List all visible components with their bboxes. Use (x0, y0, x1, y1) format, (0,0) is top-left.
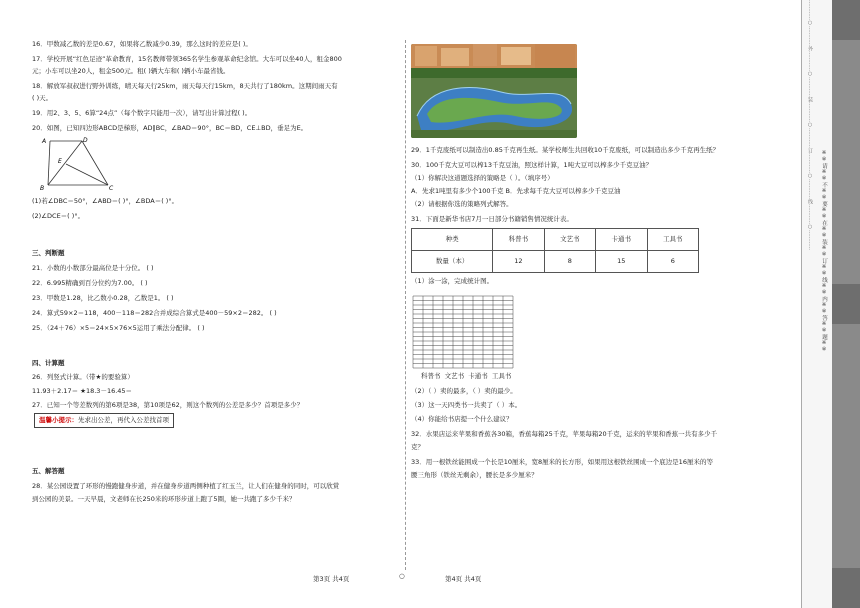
section-5-title: 五、解答题 (32, 467, 65, 475)
question-24: 24．算式59×2＝118，400－118＝282合并成综合算式是400－59×2＝282。 ( ) (32, 309, 277, 317)
grid-label: 文艺书 (444, 372, 465, 380)
question-18-line1: 18．解放军叔叔进行野外训练，晴天每天行25km，雨天每天行15km，8天共行了180km。这期间雨天有 (32, 82, 338, 90)
question-31-part3: （3）这一天四类书一共卖了（ ）本。 (411, 401, 522, 409)
question-28-line1: 28．某公园设置了环形的慢跑健身步道，并在健身步道两侧种植了红玉兰，让人们在健身的同时，可以欣赏 (32, 482, 340, 490)
question-28-line2: 到公园的美景。一天早晨，文老师在长250米的环形步道上跑了5圈，她一共跑了多少千米？ (32, 495, 296, 503)
left-column (32, 40, 404, 504)
table-cell: 12 (493, 251, 544, 273)
question-29: 29．1千克废纸可以制造出0.85千克再生纸。某学校师生共回收10千克废纸，可以制造出多少千克再生纸？ (411, 146, 720, 154)
question-27: 27．已知一个等差数列的第6项是38，第10项是62，则这个数列的公差是多少？首项是多少？ (32, 401, 304, 409)
section-4-title: 四、计算题 (32, 359, 65, 367)
question-30: 30．100千克大豆可以榨13千克豆油，照这样计算，1吨大豆可以榨多少千克豆油？ (411, 161, 653, 169)
table-header-cell: 文艺书 (544, 229, 595, 251)
grid-label: 科普书 (421, 372, 441, 380)
question-30-options: A．先求1吨里有多少个100千克 B．先求每千克大豆可以榨多少千克豆油 (411, 187, 621, 195)
trapezoid-figure (36, 135, 126, 193)
question-25: 25．（24＋76）×5＝24×5×76×5运用了乘法分配律。 ( ) (32, 324, 205, 332)
park-track-photo (411, 44, 577, 138)
question-31-part2: （2）（ ）卖的最多，（ ）卖的最少。 (411, 387, 517, 395)
table-header-cell: 卡通书 (596, 229, 647, 251)
hint-label: 温馨小提示： (39, 416, 78, 424)
question-30-part2: （2）请根据你选的策略列式解答。 (411, 200, 513, 208)
question-26: 26．列竖式计算。（带★的要验算） (32, 373, 134, 381)
question-23: 23．甲数是1.28，比乙数小0.28，乙数是1。 ( ) (32, 294, 174, 302)
question-22: 22．6.995精确到百分位约为7.00。 ( ) (32, 279, 148, 287)
table-header-row (412, 229, 699, 251)
footer-page-left: 第3页 共4页 (313, 575, 350, 583)
label-D: D (83, 137, 88, 144)
column-divider (405, 40, 407, 570)
grid-label: 卡通书 (468, 372, 488, 380)
question-26-calc: 11.93＋2.17＝ ★18.3－16.45＝ (32, 387, 133, 395)
question-30-part1: （1）你解决这道题选择的策略是（ ）。（填序号） (411, 174, 554, 182)
question-16: 16．甲数减乙数的差是0.67，如果将乙数减少0.39，那么这时的差应是( )。 (32, 40, 252, 48)
table-row-label: 数量（本） (412, 251, 493, 273)
question-31-part1: （1）涂一涂，完成统计图。 (411, 277, 494, 285)
question-18-line2: ( )天。 (32, 94, 53, 102)
question-17-line2: 元；小车可以坐20人，租金500元。租( )辆大车和( )辆小车最省钱。 (32, 67, 230, 75)
table-cell: 6 (647, 251, 698, 273)
table-row (412, 251, 699, 273)
question-20-part1: (1)若∠DBC＝50°，∠ABD＝( )°，∠BDA＝( )°。 (32, 197, 179, 205)
binding-block (832, 0, 860, 40)
label-C: C (109, 185, 114, 192)
question-17-line1: 17．学校开展“红色足迹”革命教育，15名教师带领365名学生参观革命纪念馆。大车可以坐40人，租金800 (32, 55, 342, 63)
question-19: 19．用2、3、5、6算“24点”（每个数字只能用一次），请写出计算过程( )。 (32, 109, 252, 117)
label-A: A (42, 138, 47, 145)
question-31: 31．下面是新华书店7月一日部分书籍销售情况统计表。 (411, 215, 573, 223)
table-cell: 8 (544, 251, 595, 273)
table-header-cell: 工具书 (647, 229, 698, 251)
binding-line-text: …………○…………外…………○…………装…………○…………订…………○…………线…………○………… (807, 0, 813, 250)
blank-statistics-grid (411, 290, 591, 390)
question-31-part4: （4）你能给书店提一个什么建议？ (411, 415, 513, 423)
question-32-line1: 32．水果店运来苹果和香蕉各30箱，香蕉每箱25千克，苹果每箱20千克，运来的苹果和香蕉一共有多少千 (411, 430, 718, 438)
question-20: 20．如图，已知四边形ABCD是梯形，AD∥BC，∠BAD＝90°，BC＝BD，CE⊥BD，垂足为E。 (32, 124, 308, 132)
hint-text: 先求出公差，再代入公差找首项 (78, 416, 169, 424)
grid-label: 工具书 (491, 372, 512, 380)
table-header-cell: 科普书 (493, 229, 544, 251)
question-33-line2: 腰三角形（铁丝无剩余），腰长是多少厘米？ (411, 471, 538, 479)
right-column (411, 146, 791, 480)
binding-block (832, 568, 860, 608)
page-center-circle-icon: ○ (399, 572, 405, 580)
question-33-line1: 33．用一根铁丝能围成一个长是10厘米，宽8厘米的长方形，如果用这根铁丝围成一个底边是16厘米的等 (411, 458, 713, 466)
binding-block (832, 284, 860, 324)
label-B: B (40, 185, 45, 192)
binding-strip-dark (832, 0, 860, 608)
question-32-line2: 克？ (411, 443, 424, 451)
table-cell: 15 (596, 251, 647, 273)
binding-notice: ※※请※※不※※要※※在※※装※※订※※线※※内※※答※※题※※ (821, 150, 827, 353)
footer-page-right: 第4页 共4页 (445, 575, 482, 583)
hint-box (34, 413, 174, 428)
table-header-cell: 种类 (412, 229, 493, 251)
question-20-part2: (2)∠DCE＝( )°。 (32, 212, 85, 220)
label-E: E (58, 158, 62, 165)
sales-table (411, 228, 699, 273)
section-3-title: 三、判断题 (32, 249, 65, 257)
question-21: 21．小数的小数部分最高位是十分位。 ( ) (32, 264, 154, 272)
